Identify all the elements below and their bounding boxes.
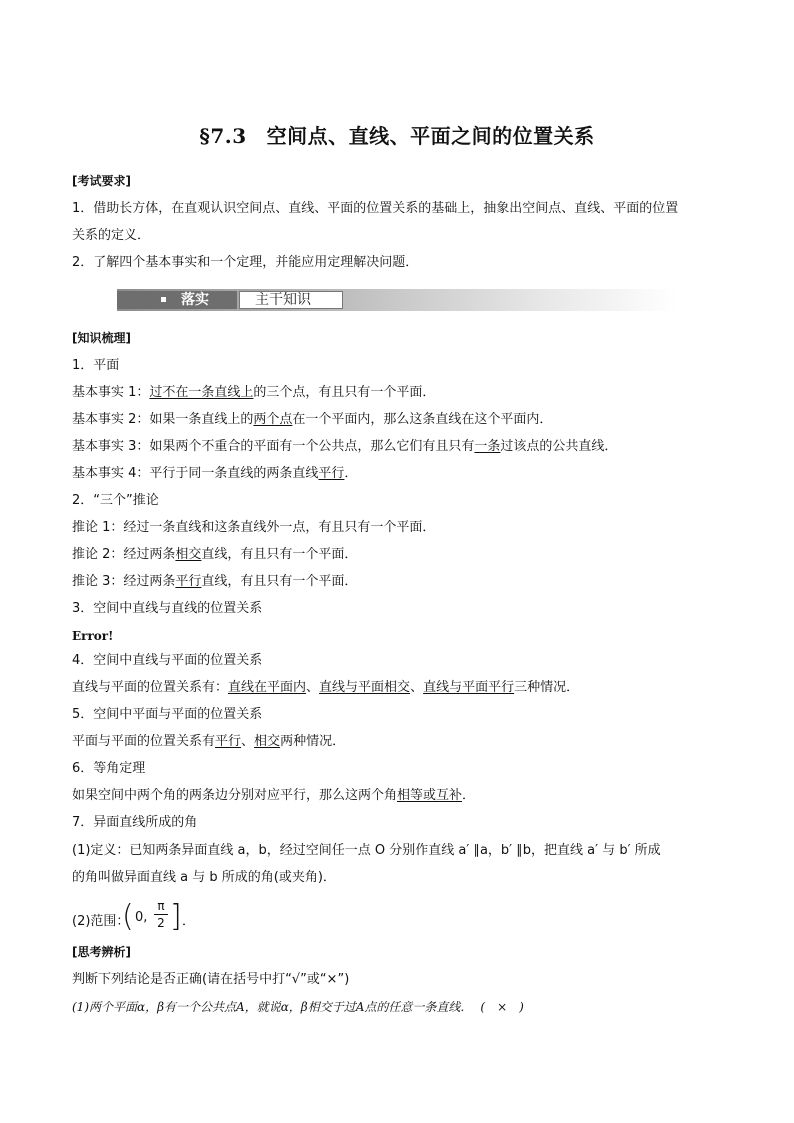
fill-answer: 相交	[175, 547, 202, 562]
exam-requirements-heading: [考试要求]	[72, 174, 131, 188]
think-heading: [思考辨析]	[72, 945, 131, 959]
line-plane-relations: 直线与平面的位置关系有：直线在平面内、直线与平面相交、直线与平面平行三种情况．	[72, 680, 580, 695]
fact-2: 基本事实 2：如果一条直线上的两个点在一个平面内，那么这条直线在这个平面内．	[72, 412, 553, 427]
range-label: (2)范围：	[72, 914, 130, 929]
error-text: Error!	[72, 629, 114, 643]
section-banner	[117, 289, 677, 311]
fill-answer: 平行	[318, 466, 345, 481]
equal-angle-theorem: 如果空间中两个角的两条边分别对应平行，那么这两个角相等或互补．	[72, 788, 476, 803]
document-page: §7.3 空间点、直线、平面之间的位置关系 [考试要求] 1．借助长方体，在直观认识空间点、直线、平面的位置关系的基础上，抽象出空间点、直线、平面的位置 关系的定义． 2．了解四个基本事实和一个定理，并能应用定理解决问题． 落实 主干知识 [知识梳理] 1．平面 基本事实 1：过不在一条直线上的三个点，有且只有一个平面． 基本事实 2：如果一条直线上的两个点在一个平面内，那么这条直线在这个平面内． 基本事实 3：如果两个不重合的平面有一个公共点，那么它们有且只有一条过该点的公共直线． 基本事实 4：平行于同一条直线的两条直线平行． 2．“三个”推论 推论 1：经过一条直线和这条直线外一点，有且只有一个平面． 推论 2：经过两条相交直线，有且只有一个平面． 推论 3：经过两条平行直线，有且只有一个平面． 3．空间中直线与直线的位置关系 Error! 4．空间中直线与平面的位置关系 直线与平面的位置关系有：直线在平面内、直线与平面相交、直线与平面平行三种情况． 5．空间中平面与平面的位置关系 平面与平面的位置关系有平行、相交两种情况． 6．等角定理 如果空间中两个角的两条边分别对应平行，那么这两个角相等或互补． 7．异面直线所成的角 (1)定义：已知两条异面直线 a，b，经过空间任一点 O 分别作直线 a′ ∥a，b′ ∥b，把直线 a′ 与 b′ 所成 的角叫做异面直线 a 与 b 所成的角(或夹角)． (2)范围： ( 0, $\frac{\pi}{2}$ ] ． [思考辨析] 判断下列结论是否正确(请在括号中打“√”或“×”) (1)两个平面α，β有一个公共点A，就说α，β相交于过A点的任意一条直线． ( × )	[0, 0, 794, 1123]
section-title: 空间点、直线、平面之间的位置关系	[266, 124, 595, 148]
requirement-2: 2．了解四个基本事实和一个定理，并能应用定理解决问题．	[72, 255, 419, 270]
question-1: (1)两个平面α，β有一个公共点A，就说α，β相交于过A点的任意一条直线． ( × )	[72, 1000, 524, 1014]
requirement-1-line-1: 1．借助长方体，在直观认识空间点、直线、平面的位置关系的基础上，抽象出空间点、直线、平面的位置	[72, 201, 679, 216]
fill-answer: 一条	[474, 439, 501, 454]
banner-label-secondary: 主干知识	[255, 292, 311, 308]
think-instruction: 判断下列结论是否正确(请在括号中打“√”或“×”)	[72, 972, 350, 987]
fact-4: 基本事实 4：平行于同一条直线的两条直线平行．	[72, 466, 358, 481]
subsection-line-line: 3．空间中直线与直线的位置关系	[72, 601, 263, 616]
fill-answer: 相等或互补	[397, 788, 463, 803]
subsection-equal-angle: 6．等角定理	[72, 761, 146, 776]
definition-line-1: (1)定义：已知两条异面直线 a，b，经过空间任一点 O 分别作直线 a′ ∥a，b′ ∥b，把直线 a′ 与 b′ 所成	[72, 843, 661, 858]
fill-answer: 平行	[175, 574, 202, 589]
fill-answer: 直线在平面内	[228, 680, 307, 695]
knowledge-heading: [知识梳理]	[72, 331, 131, 345]
bullet-square-icon	[161, 297, 166, 302]
subsection-plane: 1．平面	[72, 358, 120, 373]
requirement-1-line-2: 关系的定义．	[72, 228, 151, 243]
fill-answer: 两个点	[253, 412, 293, 427]
subsection-skew-angle: 7．异面直线所成的角	[72, 815, 198, 830]
right-bracket: ]	[170, 899, 182, 934]
fact-1: 基本事实 1：过不在一条直线上的三个点，有且只有一个平面．	[72, 385, 436, 400]
plane-plane-relations: 平面与平面的位置关系有平行、相交两种情况．	[72, 734, 346, 749]
section-number: §7.3	[199, 124, 247, 148]
pi-over-two-fraction: $\frac{\pi}{2}$	[154, 898, 168, 931]
definition-line-2: 的角叫做异面直线 a 与 b 所成的角(或夹角)．	[72, 870, 336, 885]
subsection-plane-plane: 5．空间中平面与平面的位置关系	[72, 707, 263, 722]
page-title	[0, 120, 794, 149]
fill-answer: 直线与平面相交	[319, 680, 411, 695]
subsection-line-plane: 4．空间中直线与平面的位置关系	[72, 653, 263, 668]
fill-answer: 相交	[254, 734, 281, 749]
fill-answer: 过不在一条直线上	[149, 385, 254, 400]
corollary-2: 推论 2：经过两条相交直线，有且只有一个平面．	[72, 547, 358, 562]
subsection-corollaries: 2．“三个”推论	[72, 493, 159, 508]
corollary-3: 推论 3：经过两条平行直线，有且只有一个平面．	[72, 574, 358, 589]
fact-3: 基本事实 3：如果两个不重合的平面有一个公共点，那么它们有且只有一条过该点的公共直线．	[72, 439, 618, 454]
left-paren: (	[122, 899, 134, 934]
fill-answer: 平行	[215, 734, 242, 749]
corollary-1: 推论 1：经过一条直线和这条直线外一点，有且只有一个平面．	[72, 520, 436, 535]
fill-answer: 直线与平面平行	[423, 680, 515, 695]
banner-label-primary: 落实	[181, 292, 209, 308]
answer-box: ( × )	[480, 1000, 524, 1014]
